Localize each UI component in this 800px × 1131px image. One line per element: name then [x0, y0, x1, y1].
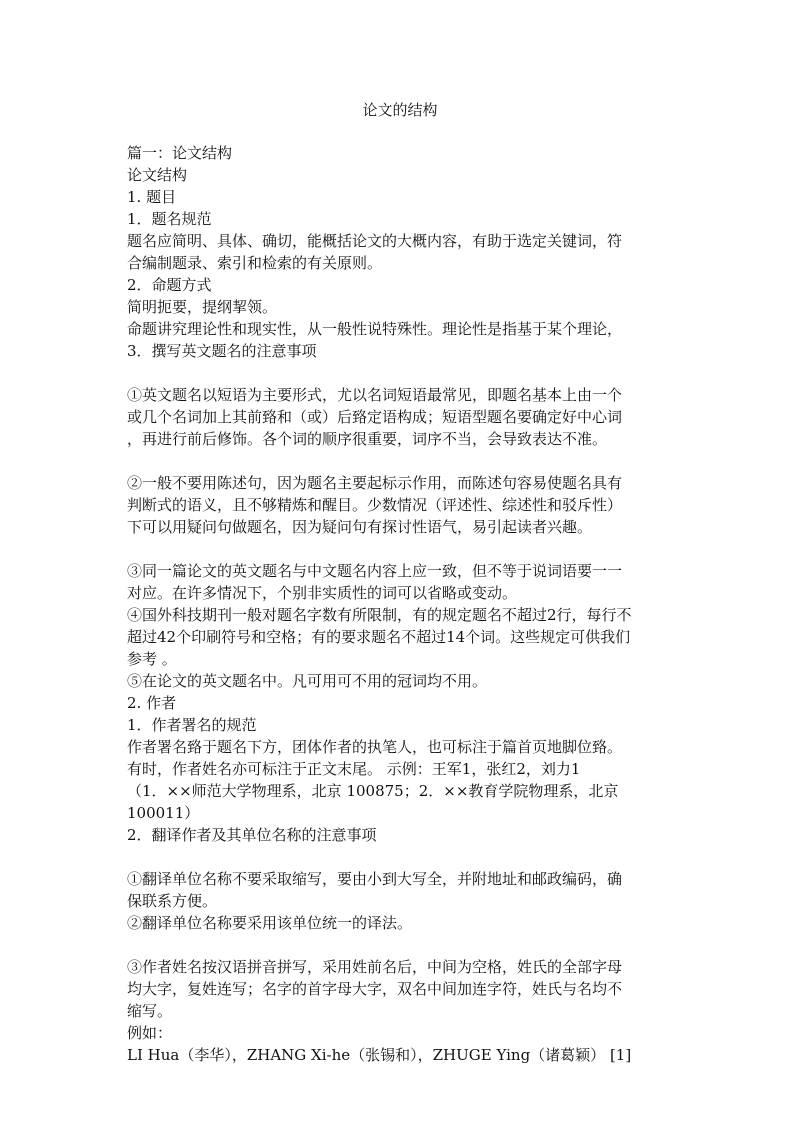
paragraph-line: 100011）: [127, 804, 200, 822]
paragraph-line: ⑤在论文的英文题名中。凡可用可不用的冠词均不用。: [127, 672, 488, 690]
paragraph-line: 有时，作者姓名亦可标注于正文末尾。 示例：王军1，张红2，刘力1: [127, 760, 581, 778]
paragraph-line: ③同一篇论文的英文题名与中文题名内容上应一致，但不等于说词语要一一: [127, 562, 623, 580]
paragraph-line: （1．××师范大学物理系，北京 100875；2．××教育学院物理系，北京: [127, 782, 619, 800]
blank-line: [127, 450, 675, 472]
paragraph-line: 下可以用疑问句做题名，因为疑问句有探讨性语气，易引起读者兴趣。: [127, 518, 593, 536]
blank-line: [127, 934, 675, 956]
paragraph-line: 简明扼要，提纲挈领。: [127, 298, 278, 316]
paragraph-line: ，再进行前后修饰。各个词的顺序很重要，词序不当，会导致表达不准。: [127, 430, 608, 448]
paragraph-line: 题名应简明、具体、确切，能概括论文的大概内容，有助于选定关键词，符: [127, 232, 623, 250]
paragraph-line: 例如：: [127, 1024, 173, 1042]
paragraph-line: 作者署名臵于题名下方，团体作者的执笔人，也可标注于篇首页地脚位臵。: [127, 738, 623, 756]
subheading: 1．作者署名的规范: [127, 716, 257, 734]
section-heading: 篇一：论文结构: [127, 144, 233, 162]
paragraph-line: 对应。在许多情况下，个别非实质性的词可以省略或变动。: [127, 584, 518, 602]
document-body: [127, 142, 675, 1066]
paragraph-line: 参考 。: [127, 650, 177, 668]
document-title: 论文的结构: [362, 101, 438, 119]
paragraph-line: 均大字，复姓连写；名字的首字母大字，双名中间加连字符，姓氏与名均不: [127, 980, 623, 998]
paragraph-line: 保联系方便。: [127, 892, 218, 910]
heading-author: 2. 作者: [127, 694, 177, 712]
paragraph-line: ②翻译单位名称要采用该单位统一的译法。: [127, 914, 413, 932]
subheading: 2．命题方式: [127, 276, 212, 294]
subheading: 2．翻译作者及其单位名称的注意事项: [127, 826, 377, 844]
paragraph-line: ①翻译单位名称不要采取缩写，要由小到大写全，并附地址和邮政编码，确: [127, 870, 623, 888]
blank-line: [127, 538, 675, 560]
paragraph-line: 或几个名词加上其前臵和（或）后臵定语构成；短语型题名要确定好中心词: [127, 408, 623, 426]
paragraph-line: 合编制题录、索引和检索的有关原则。: [127, 254, 383, 272]
paragraph-line: ③作者姓名按汉语拼音拼写，采用姓前名后，中间为空格，姓氏的全部字母: [127, 958, 623, 976]
example-line: LI Hua（李华），ZHANG Xi-he（张锡和），ZHUGE Ying（诸葛颖） [1]: [127, 1046, 632, 1064]
blank-line: [127, 846, 675, 868]
paragraph-line: 缩写。: [127, 1002, 173, 1020]
section-subheading: 论文结构: [127, 166, 188, 184]
heading-title: 1. 题目: [127, 188, 177, 206]
subheading: 1．题名规范: [127, 210, 212, 228]
subheading: 3．撰写英文题名的注意事项: [127, 342, 317, 360]
paragraph-line: 命题讲究理论性和现实性，从一般性说特殊性。理论性是指基于某个理论，: [127, 320, 623, 338]
paragraph-line: 超过42个印刷符号和空格；有的要求题名不超过14个词。这些规定可供我们: [127, 628, 631, 646]
paragraph-line: 判断式的语义，且不够精炼和醒目。少数情况（评述性、综述性和驳斥性）: [127, 496, 623, 514]
blank-line: [127, 362, 675, 384]
paragraph-line: ②一般不要用陈述句，因为题名主要起标示作用，而陈述句容易使题名具有: [127, 474, 623, 492]
paragraph-line: ①英文题名以短语为主要形式，尤以名词短语最常见，即题名基本上由一个: [127, 386, 623, 404]
paragraph-line: ④国外科技期刊一般对题名字数有所限制，有的规定题名不超过2行，每行不: [127, 606, 632, 624]
